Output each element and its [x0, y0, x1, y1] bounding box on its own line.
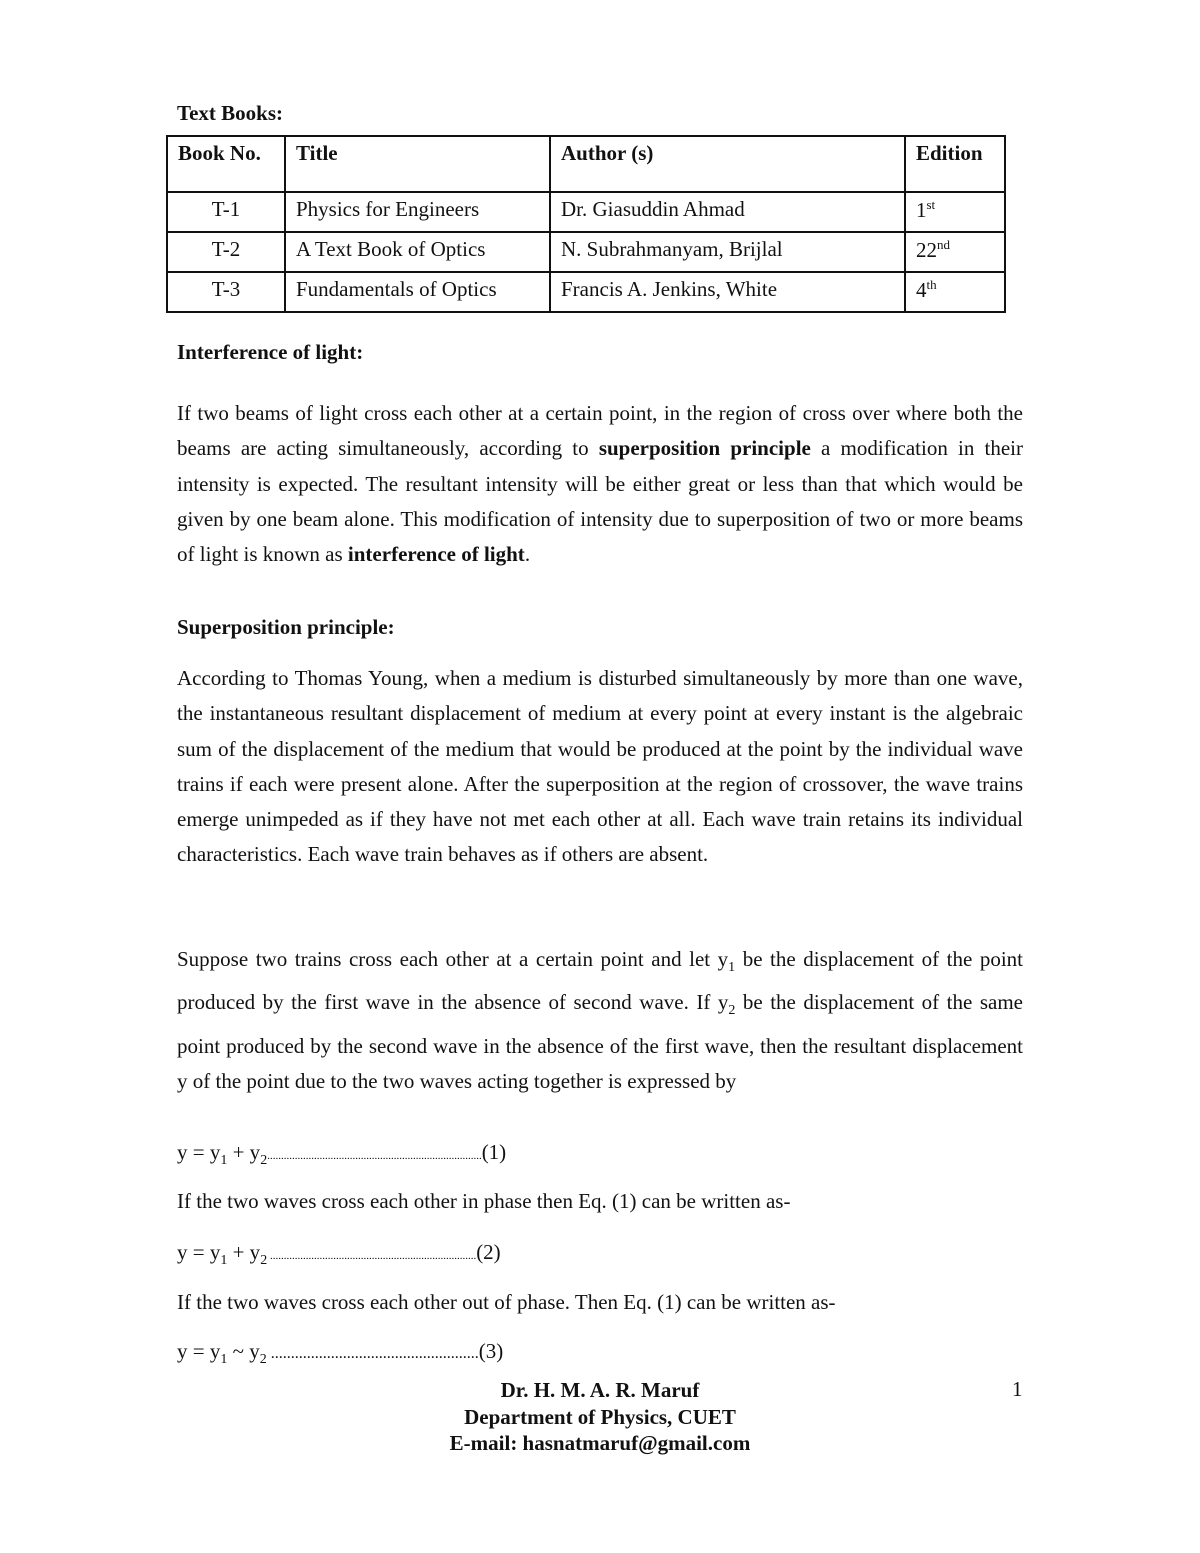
- paragraph-text: Suppose two trains cross each other at a certain point and let y: [177, 947, 729, 971]
- column-header: Title: [285, 136, 550, 192]
- eq-text: y = y: [177, 1140, 221, 1164]
- edition-suffix: th: [926, 277, 937, 292]
- interference-paragraph: [177, 396, 1023, 572]
- edition-suffix: nd: [937, 237, 950, 252]
- paragraph-text: If two beams of light cross each other at a certain point, in the region of cross over where both the beams are acting simultaneously, according to: [177, 401, 1023, 461]
- subscript: 2: [260, 1253, 268, 1269]
- column-header: Book No.: [167, 136, 285, 192]
- superposition-paragraph: According to Thomas Young, when a medium is disturbed simultaneously by more than one wave, the instantaneous resultant displacement of medium at every point at every instant is the algebraic sum of the displacement of the medium that would be produced at the point by the individual wave trains if each were present alone. After the superposition at the region of crossover, the wave trains emerge unimpeded as if they have not met each other at all. Each wave train retains its individual characteristics. Each wave train behaves as if others are absent.: [177, 666, 1023, 867]
- bold-term: interference of light: [347, 542, 525, 567]
- book-title: A Text Book of Optics: [285, 232, 550, 272]
- column-header: Edition: [905, 136, 1005, 192]
- table-row: [167, 232, 1005, 272]
- textbooks-table: [166, 135, 1006, 313]
- book-author: N. Subrahmanyam, Brijlal: [550, 232, 905, 272]
- table-row: [167, 272, 1005, 312]
- equation-number: (1): [481, 1140, 507, 1164]
- book-edition: [905, 272, 1005, 312]
- equation-2: [177, 1240, 501, 1269]
- subscript: 2: [260, 1153, 268, 1169]
- subscript: 2: [259, 1352, 267, 1368]
- subscript: 1: [220, 1352, 228, 1368]
- edition-number: 4: [916, 278, 927, 302]
- paragraph-text: .: [524, 542, 531, 567]
- eq-text: y = y: [177, 1339, 221, 1363]
- paragraph-text: a modification in their intensity is expected. The resultant intensity will be either great or less than that which would be given by one beam alone. This modification of intensity due to superposition of two or more beams of light is known as: [177, 436, 1023, 567]
- book-edition: [905, 192, 1005, 232]
- out-of-phase-text: If the two waves cross each other out of phase. Then Eq. (1) can be written as-: [177, 1290, 836, 1314]
- book-number: T-2: [167, 232, 285, 272]
- author-name: Dr. H. M. A. R. Maruf: [500, 1378, 700, 1402]
- eq-text: y = y: [177, 1240, 221, 1264]
- book-author: Francis A. Jenkins, White: [550, 272, 905, 312]
- book-title: Physics for Engineers: [285, 192, 550, 232]
- in-phase-text: If the two waves cross each other in phase then Eq. (1) can be written as-: [177, 1189, 791, 1213]
- edition-number: 22: [916, 238, 937, 262]
- equation-1: [177, 1140, 506, 1169]
- equation-number: (3): [478, 1339, 504, 1363]
- displacement-paragraph: [177, 942, 1023, 1100]
- subscript: 1: [728, 960, 736, 976]
- book-title: Fundamentals of Optics: [285, 272, 550, 312]
- column-header: Author (s): [550, 136, 905, 192]
- equation-number: (2): [476, 1240, 501, 1264]
- table-row: [167, 192, 1005, 232]
- textbooks-heading: Text Books:: [177, 101, 283, 125]
- subscript: 2: [728, 1003, 736, 1019]
- edition-number: 1: [916, 198, 927, 222]
- subscript: 1: [220, 1253, 228, 1269]
- book-number: T-3: [167, 272, 285, 312]
- paragraph-text: be the displacement of the point produced by the first wave in the absence of second wave. If y: [177, 947, 1023, 1015]
- bold-term: superposition principle: [598, 436, 811, 461]
- page-footer: [300, 1377, 900, 1457]
- eq-text: + y: [227, 1240, 261, 1264]
- superposition-heading: Superposition principle:: [177, 615, 395, 639]
- eq-text: + y: [227, 1140, 261, 1164]
- book-edition: [905, 232, 1005, 272]
- page-number: 1: [1012, 1377, 1023, 1401]
- equation-3: [177, 1339, 503, 1368]
- leader-dots: ..............................................................................: [267, 1150, 482, 1162]
- author-email: E-mail: hasnatmaruf@gmail.com: [449, 1431, 751, 1455]
- leader-dots: ....................................................: [266, 1345, 479, 1362]
- eq-text: ~ y: [227, 1339, 260, 1363]
- leader-dots: ...........................................................................: [267, 1250, 477, 1262]
- edition-suffix: st: [926, 197, 936, 212]
- book-number: T-1: [167, 192, 285, 232]
- paragraph-text: be the displacement of the same point produced by the second wave in the absence of the first wave, then the resultant displacement y of the point due to the two waves acting together is expressed by: [177, 990, 1023, 1094]
- table-header-row: [167, 136, 1005, 192]
- interference-heading: Interference of light:: [177, 340, 364, 364]
- book-author: Dr. Giasuddin Ahmad: [550, 192, 905, 232]
- subscript: 1: [220, 1153, 228, 1169]
- department: Department of Physics, CUET: [464, 1404, 736, 1429]
